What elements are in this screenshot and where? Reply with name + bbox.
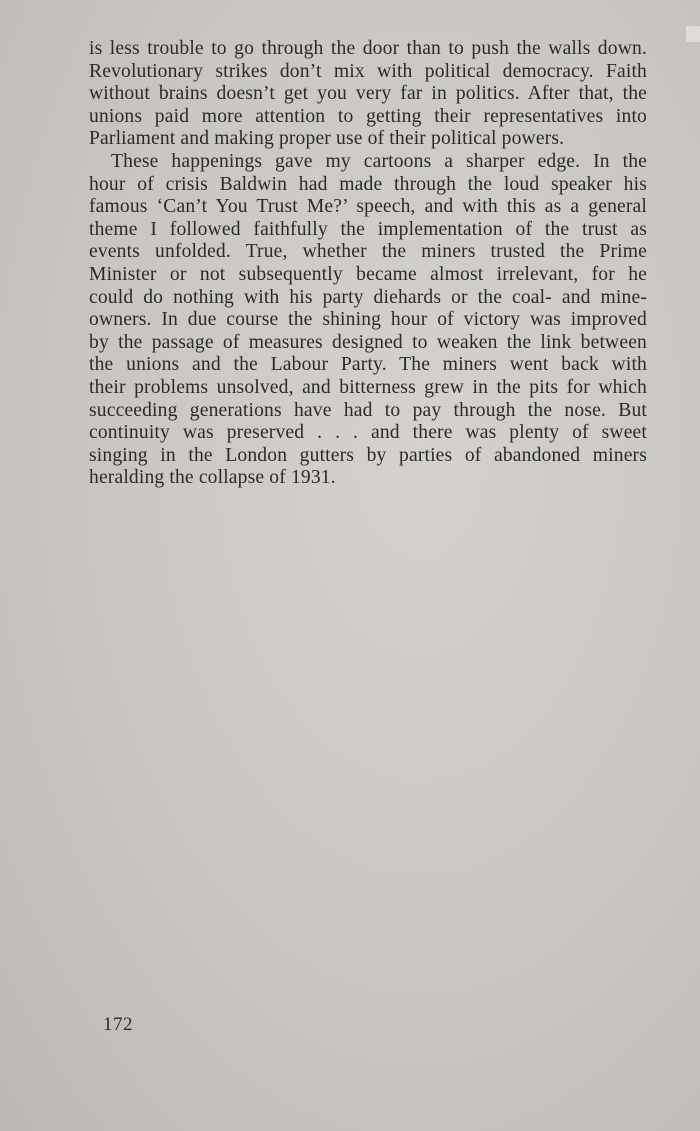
text-line: events unfolded. True, whether the miners trusted the Prime [89, 241, 647, 263]
text-line: their problems unsolved, and bitterness grew in the pits for which [89, 376, 647, 398]
text-line: famous ‘Can’t You Trust Me?’ speech, and with this as a general [89, 196, 647, 218]
text-line: without brains doesn’t get you very far in politics. After that, the [89, 83, 647, 105]
page-edge-mark [686, 26, 700, 42]
text-line: heralding the collapse of 1931. [89, 467, 336, 489]
text-line: Minister or not subsequently became almost irrelevant, for he [89, 263, 647, 285]
text-line: the unions and the Labour Party. The miners went back with [89, 354, 647, 376]
text-line: These happenings gave my cartoons a sharper edge. In the [111, 150, 647, 172]
text-line: succeeding generations have had to pay through the nose. But [89, 399, 647, 421]
text-line: hour of crisis Baldwin had made through the loud speaker his [89, 173, 647, 195]
text-line: theme I followed faithfully the implementation of the trust as [89, 218, 647, 240]
body-text [89, 38, 647, 490]
text-line: singing in the London gutters by parties of abandoned miners [89, 444, 647, 466]
text-line: Parliament and making proper use of their political powers. [89, 128, 565, 150]
text-line: owners. In due course the shining hour of victory was improved [89, 309, 647, 331]
page-number: 172 [103, 1014, 133, 1035]
paragraph-1 [89, 38, 647, 151]
text-line: continuity was preserved . . . and there was plenty of sweet [89, 422, 647, 444]
text-line: could do nothing with his party diehards or the coal- and mine- [89, 286, 647, 308]
text-line: unions paid more attention to getting their representatives into [89, 105, 647, 127]
text-line: is less trouble to go through the door than to push the walls down. [89, 38, 647, 59]
text-line: by the passage of measures designed to weaken the link between [89, 331, 647, 353]
text-line: Revolutionary strikes don’t mix with political democracy. Faith [89, 60, 647, 82]
paragraph-2 [89, 151, 647, 490]
